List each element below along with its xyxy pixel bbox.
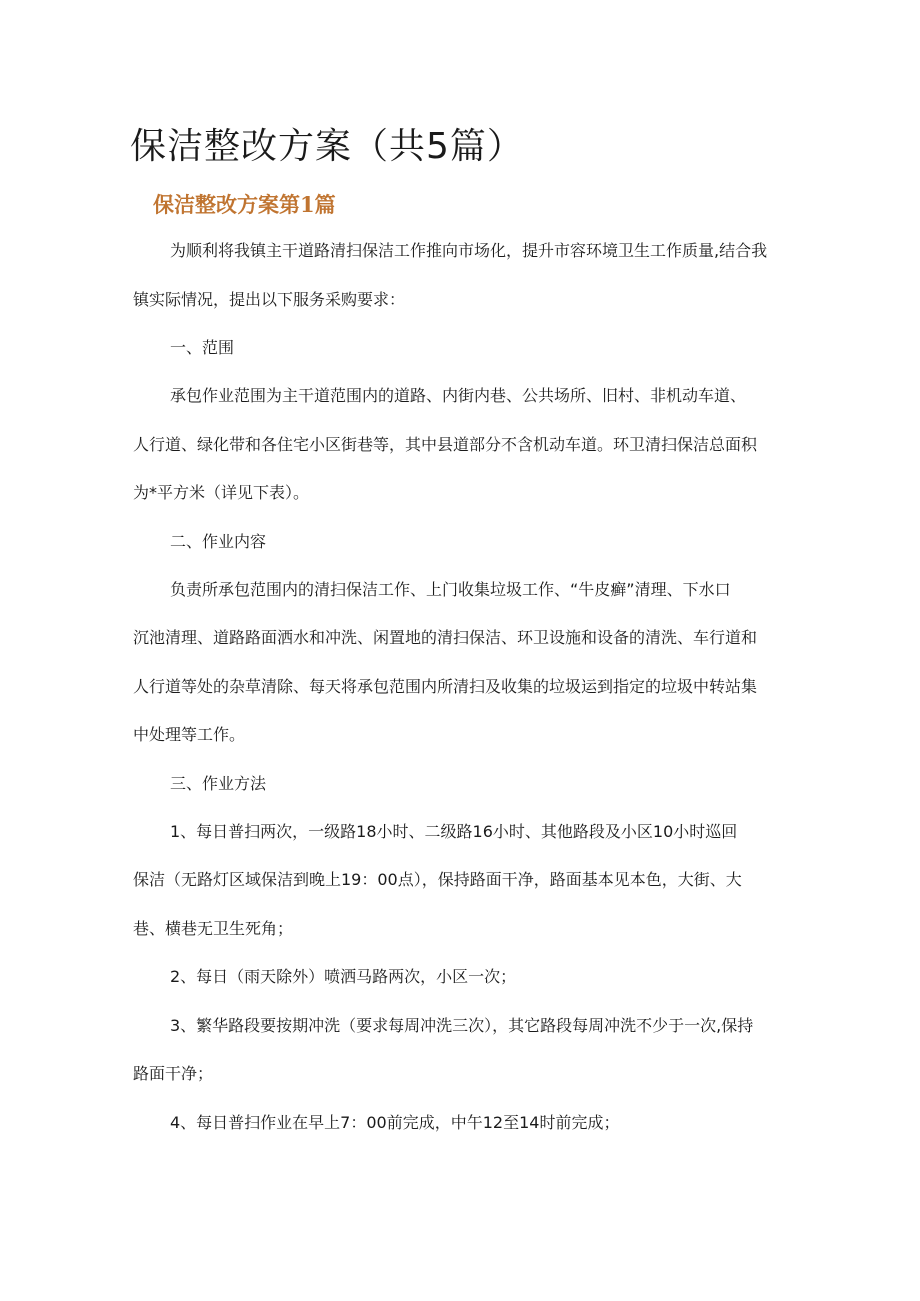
paragraph-line: 3、繁华路段要按期冲洗（要求每周冲洗三次），其它路段每周冲洗不少于一次,保持	[170, 1016, 754, 1035]
section-heading: 保洁整改方案第1篇	[153, 192, 336, 217]
paragraph-line: 2、每日（雨天除外）喷洒马路两次，小区一次；	[170, 967, 517, 986]
paragraph-line: 为*平方米（详见下表）。	[133, 483, 310, 502]
paragraph-line: 人行道等处的杂草清除、每天将承包范围内所清扫及收集的垃圾运到指定的垃圾中转站集	[133, 677, 758, 696]
heading-scope: 一、范围	[170, 338, 235, 357]
paragraph-line: 人行道、绿化带和各住宅小区街巷等，其中县道部分不含机动车道。环卫清扫保洁总面积	[133, 435, 758, 454]
document-title: 保洁整改方案（共5篇）	[130, 126, 524, 167]
heading-work-content: 二、作业内容	[170, 532, 267, 551]
paragraph-line: 负责所承包范围内的清扫保洁工作、上门收集垃圾工作、“牛皮癣”清理、下水口	[170, 580, 731, 599]
paragraph-line: 为顺利将我镇主干道路清扫保洁工作推向市场化，提升市容环境卫生工作质量,结合我	[170, 241, 768, 260]
paragraph-line: 4、每日普扫作业在早上7：00前完成，中午12至14时前完成；	[170, 1113, 620, 1132]
paragraph-line: 中处理等工作。	[133, 725, 246, 744]
paragraph-line: 承包作业范围为主干道范围内的道路、内街内巷、公共场所、旧村、非机动车道、	[170, 386, 747, 405]
paragraph-line: 1、每日普扫两次，一级路18小时、二级路16小时、其他路段及小区10小时巡回	[170, 822, 738, 841]
paragraph-line: 镇实际情况，提出以下服务采购要求：	[133, 290, 406, 309]
paragraph-line: 巷、横巷无卫生死角；	[133, 919, 294, 938]
paragraph-line: 沉池清理、道路路面洒水和冲洗、闲置地的清扫保洁、环卫设施和设备的清洗、车行道和	[133, 628, 758, 647]
paragraph-line: 路面干净；	[133, 1064, 214, 1083]
paragraph-line: 保洁（无路灯区域保洁到晚上19：00点），保持路面干净，路面基本见本色，大街、大	[133, 870, 742, 889]
heading-work-method: 三、作业方法	[170, 774, 267, 793]
